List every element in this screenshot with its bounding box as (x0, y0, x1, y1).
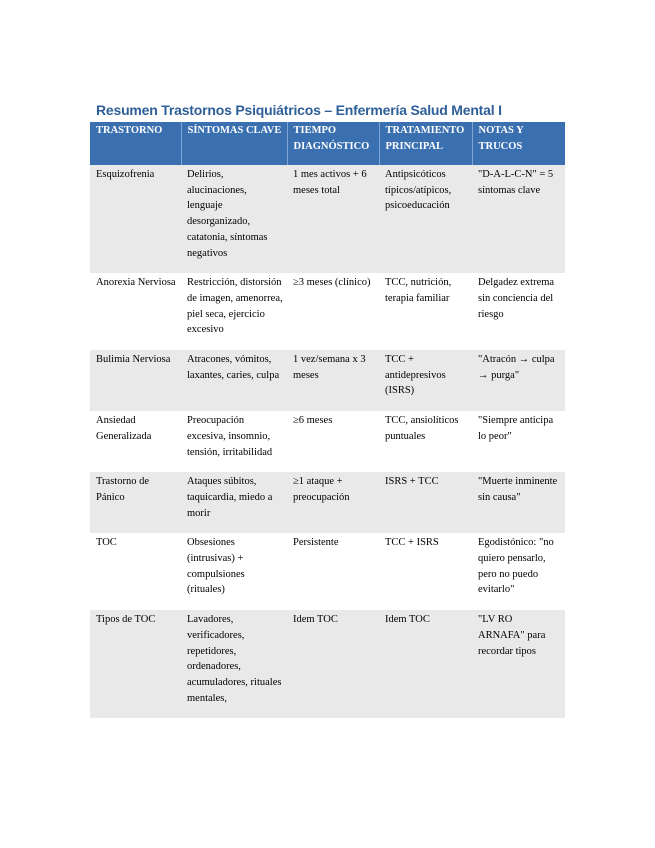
document-title: Resumen Trastornos Psiquiátricos – Enfermería Salud Mental I (96, 102, 502, 118)
header-notas-y-trucos: NOTAS Y TRUCOS (472, 122, 565, 165)
cell-tratamiento: TCC + ISRS (379, 533, 472, 610)
table-row (90, 165, 565, 273)
cell-tiempo: 1 mes activos + 6 meses total (287, 165, 379, 273)
cell-trastorno: Tipos de TOC (90, 610, 181, 718)
cell-sintomas: Delirios, alucinaciones, lenguaje desorganizado, catatonia, síntomas negativos (181, 165, 287, 273)
cell-notas: "Muerte inminente sin causa" (472, 472, 565, 533)
cell-tiempo: ≥3 meses (clínico) (287, 273, 379, 350)
cell-trastorno: Esquizofrenia (90, 165, 181, 273)
table-row (90, 350, 565, 411)
cell-tratamiento: Idem TOC (379, 610, 472, 718)
table-body (90, 165, 565, 718)
cell-tiempo: Persistente (287, 533, 379, 610)
cell-sintomas: Obsesiones (intrusivas) + compulsiones (rituales) (181, 533, 287, 610)
table-row (90, 273, 565, 350)
cell-sintomas: Restricción, distorsión de imagen, amenorrea, piel seca, ejercicio excesivo (181, 273, 287, 350)
header-tratamiento-principal: TRATAMIENTO PRINCIPAL (379, 122, 472, 165)
cell-tratamiento: TCC, nutrición, terapia familiar (379, 273, 472, 350)
header-row (90, 122, 565, 165)
header-sintomas-clave: SÍNTOMAS CLAVE (181, 122, 287, 165)
cell-tratamiento: Antipsicóticos típicos/atípicos, psicoeducación (379, 165, 472, 273)
cell-sintomas: Lavadores, verificadores, repetidores, ordenadores, acumuladores, rituales mentales, (181, 610, 287, 718)
cell-tratamiento: ISRS + TCC (379, 472, 472, 533)
cell-trastorno: Bulimia Nerviosa (90, 350, 181, 411)
cell-trastorno: TOC (90, 533, 181, 610)
cell-trastorno: Ansiedad Generalizada (90, 411, 181, 472)
table-row (90, 610, 565, 718)
cell-tratamiento: TCC + antidepresivos (ISRS) (379, 350, 472, 411)
cell-trastorno: Trastorno de Pánico (90, 472, 181, 533)
table-row (90, 533, 565, 610)
table-row (90, 411, 565, 472)
cell-tiempo: ≥1 ataque + preocupación (287, 472, 379, 533)
cell-trastorno: Anorexia Nerviosa (90, 273, 181, 350)
cell-notas: "LV RO ARNAFA" para recordar tipos (472, 610, 565, 718)
header-trastorno: TRASTORNO (90, 122, 181, 165)
cell-tiempo: Idem TOC (287, 610, 379, 718)
cell-sintomas: Atracones, vómitos, laxantes, caries, culpa (181, 350, 287, 411)
cell-tiempo: 1 vez/semana x 3 meses (287, 350, 379, 411)
header-tiempo-diagnostico: TIEMPO DIAGNÓSTICO (287, 122, 379, 165)
disorders-summary-table (90, 122, 565, 718)
cell-sintomas: Ataques súbitos, taquicardia, miedo a morir (181, 472, 287, 533)
cell-sintomas: Preocupación excesiva, insomnio, tensión, irritabilidad (181, 411, 287, 472)
cell-notas: "D-A-L-C-N" = 5 síntomas clave (472, 165, 565, 273)
cell-notas: "Atracón → culpa → purga" (472, 350, 565, 411)
cell-notas: Delgadez extrema sin conciencia del riesgo (472, 273, 565, 350)
table-row (90, 472, 565, 533)
cell-tiempo: ≥6 meses (287, 411, 379, 472)
cell-notas: Egodistónico: "no quiero pensarlo, pero no puedo evitarlo" (472, 533, 565, 610)
table-header (90, 122, 565, 165)
cell-tratamiento: TCC, ansiolíticos puntuales (379, 411, 472, 472)
cell-notas: "Siempre anticipa lo peor" (472, 411, 565, 472)
